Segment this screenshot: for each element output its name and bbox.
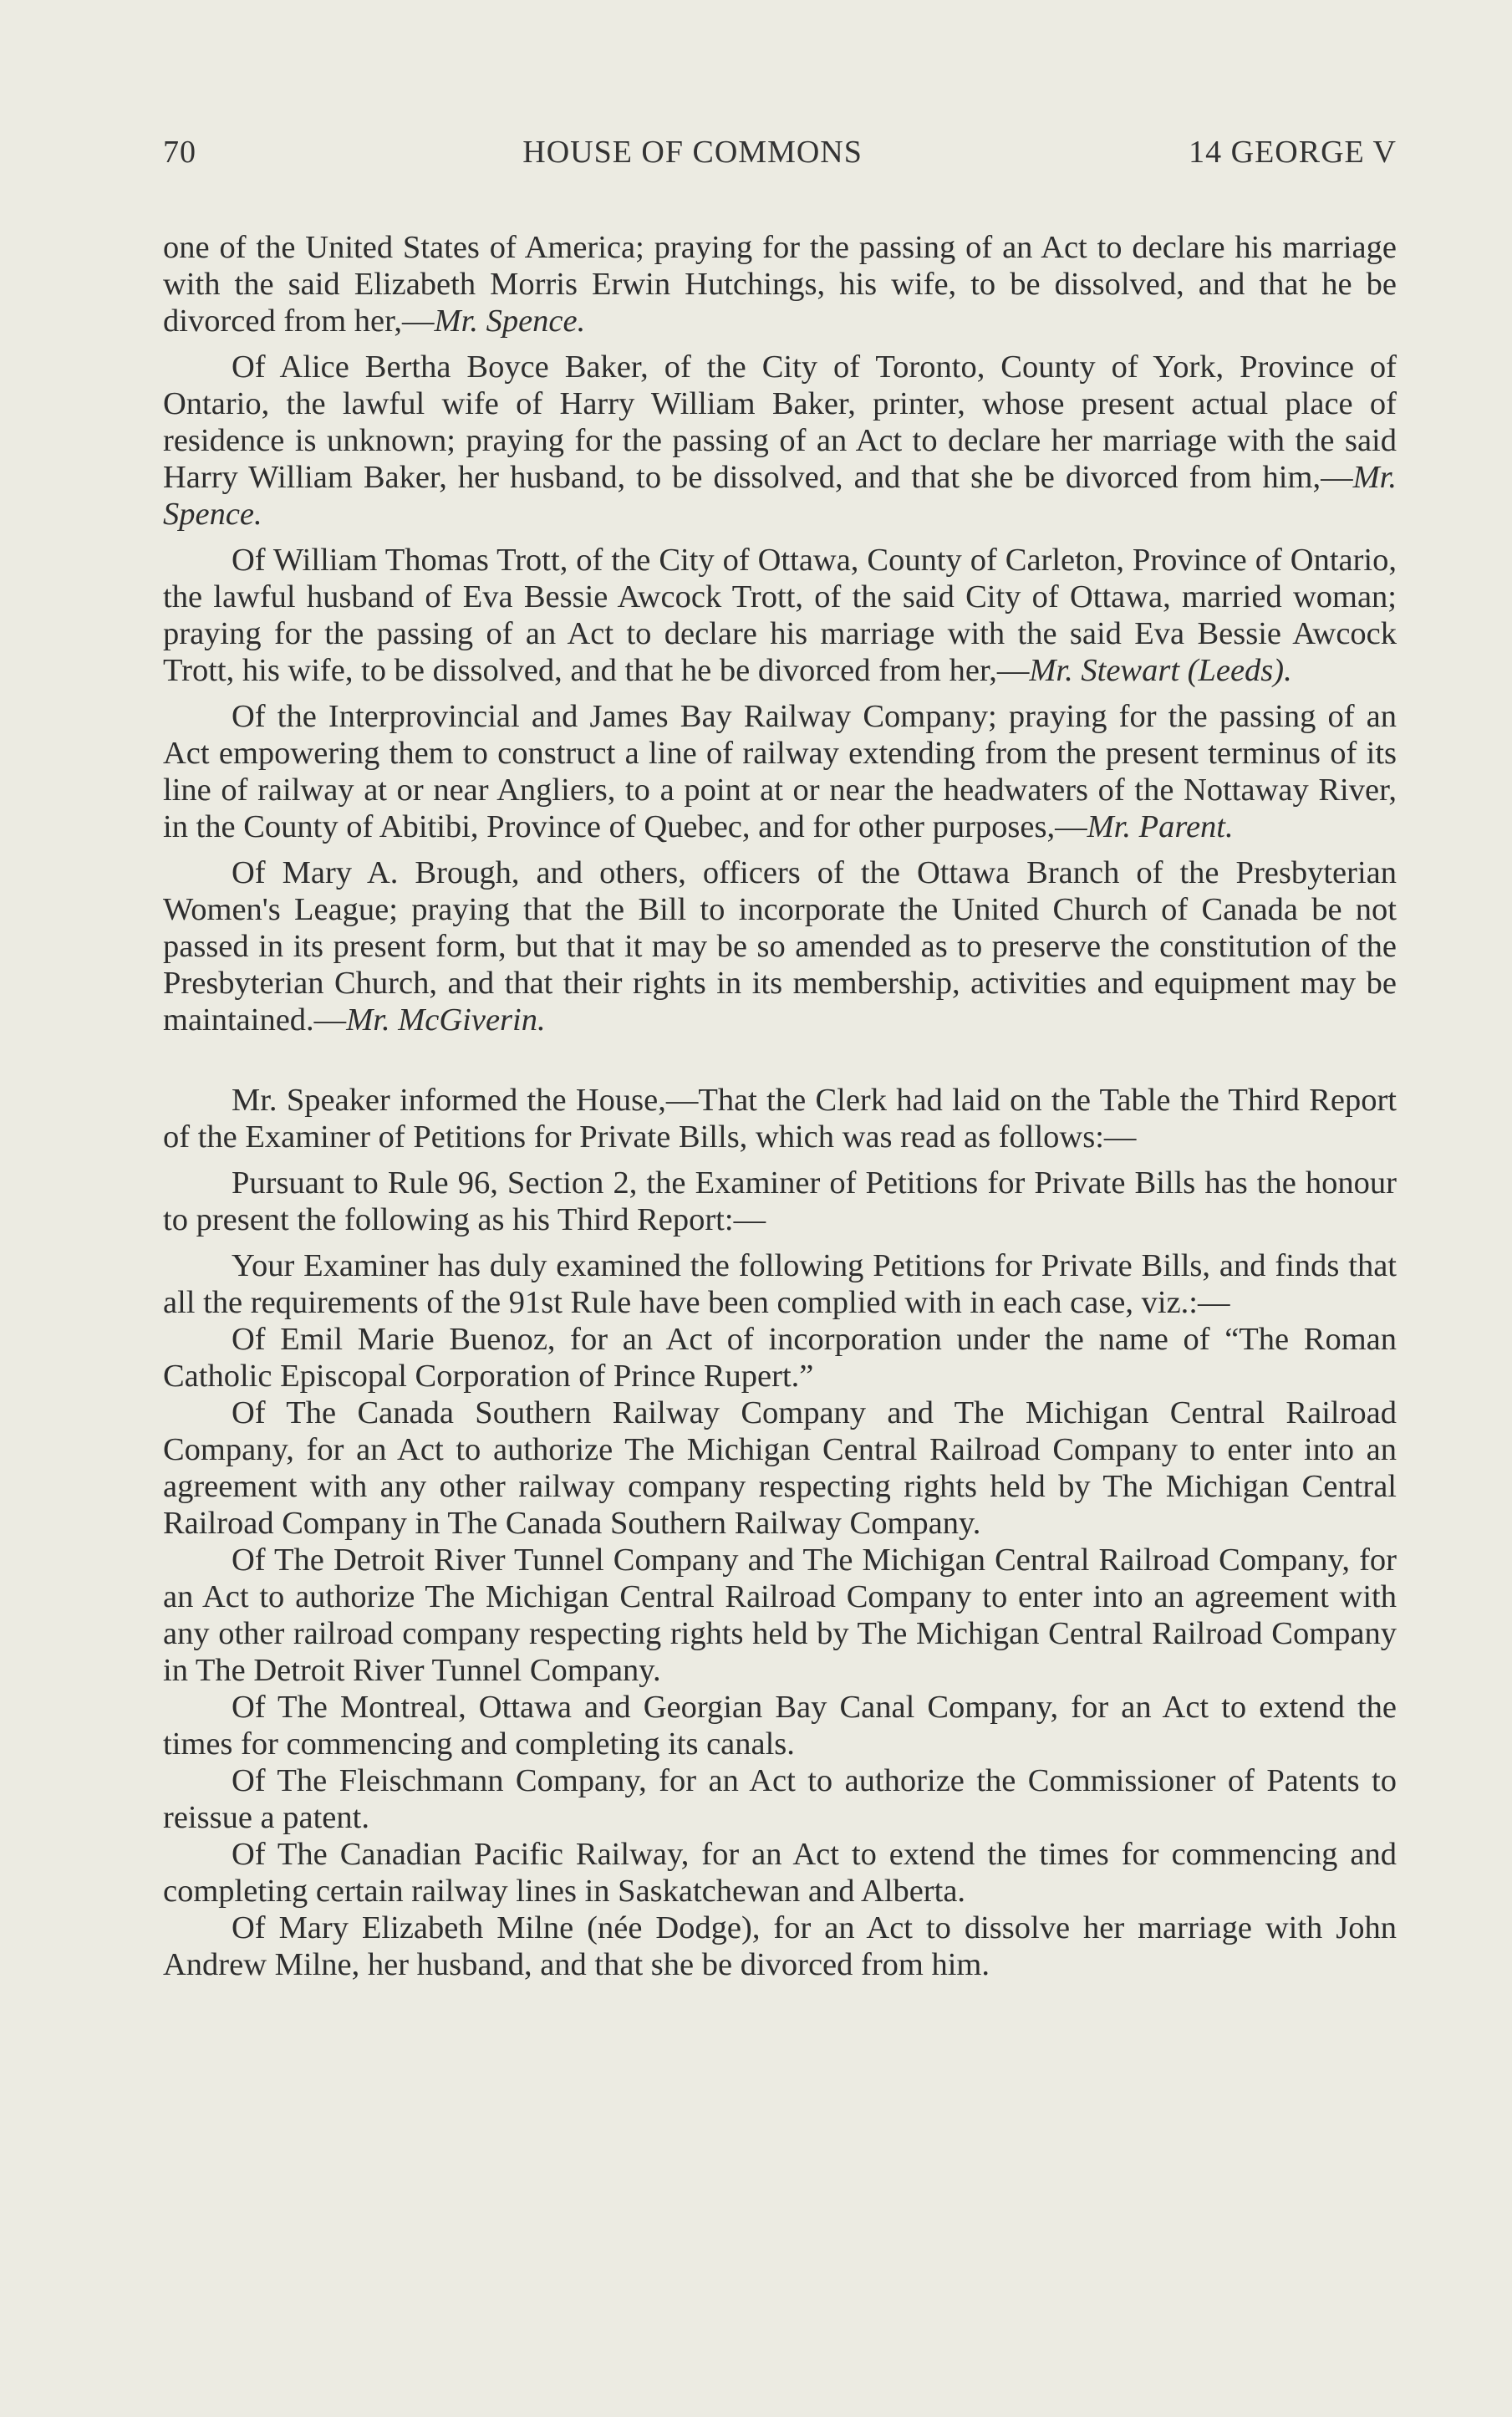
report-intro: Pursuant to Rule 96, Section 2, the Examiner of Petitions for Private Bills has the honour to present the following as his Third Report:— [163,1165,1397,1237]
member-name: Mr. Spence. [163,460,1397,532]
report-item: Of The Canada Southern Railway Company and The Michigan Central Railroad Company, for an Act to authorize The Michigan Central Railroad Company to enter into an agreement with any other railway company respecting rights held by The Michigan Central Railroad Company in The Canada Southern Railway Company. [163,1395,1397,1541]
petition-paragraph: Of Mary A. Brough, and others, officers of the Ottawa Branch of the Presbyterian Women's League; praying that the Bill to incorporate the United Church of Canada be not passed in its present form, but that it may be so amended as to preserve the constitution of the Presbyterian Church, and that their rights in its membership, activities and equipment may be maintained.—Mr. McGiverin. [163,855,1397,1038]
report-item: Of Mary Elizabeth Milne (née Dodge), for an Act to dissolve her marriage with John Andrew Milne, her husband, and that she be divorced from him. [163,1910,1397,1982]
member-name: Mr. Stewart (Leeds). [1029,653,1292,688]
member-name: Mr. Spence. [434,303,586,339]
petition-paragraph: Of William Thomas Trott, of the City of Ottawa, County of Carleton, Province of Ontario, the lawful husband of Eva Bessie Awcock Trott, of the said City of Ottawa, married woman; praying for the passing of an Act to declare his marriage with the said Eva Bessie Awcock Trott, his wife, to be dissolved, and that he be divorced from her,—Mr. Stewart (Leeds). [163,543,1397,688]
report-item: Of The Montreal, Ottawa and Georgian Bay Canal Company, for an Act to extend the times for commencing and completing its canals. [163,1690,1397,1762]
report-item: Of The Fleischmann Company, for an Act to authorize the Commissioner of Patents to reissue a patent. [163,1763,1397,1835]
regnal-year: 14 GEORGE V [1189,135,1397,170]
body-text [163,229,1397,1983]
running-header [163,134,1397,171]
report-statement: Your Examiner has duly examined the following Petitions for Private Bills, and finds that all the requirements of the 91st Rule have been complied with in each case, viz.:— [163,1248,1397,1320]
petition-paragraph: Of the Interprovincial and James Bay Railway Company; praying for the passing of an Act empowering them to construct a line of railway extending from the present terminus of its line of railway at or near Angliers, to a point at or near the headwaters of the Nottaway River, in the County of Abitibi, Province of Quebec, and for other purposes,—Mr. Parent. [163,699,1397,844]
member-name: Mr. Parent. [1087,809,1234,844]
report-item: Of Emil Marie Buenoz, for an Act of incorporation under the name of “The Roman Catholic Episcopal Corporation of Prince Rupert.” [163,1322,1397,1394]
petition-paragraph: Of Alice Bertha Boyce Baker, of the City of Toronto, County of York, Province of Ontario, the lawful wife of Harry William Baker, printer, whose present actual place of residence is unknown; praying for the passing of an Act to declare her marriage with the said Harry William Baker, her husband, to be dissolved, and that she be divorced from him,—Mr. Spence. [163,349,1397,532]
page-number: 70 [163,135,196,170]
journal-title: HOUSE OF COMMONS [522,135,863,170]
report-item: Of The Canadian Pacific Railway, for an Act to extend the times for commencing and completing certain railway lines in Saskatchewan and Alberta. [163,1837,1397,1909]
speaker-announcement: Mr. Speaker informed the House,—That the Clerk had laid on the Table the Third Report of the Examiner of Petitions for Private Bills, which was read as follows:— [163,1083,1397,1155]
report-item: Of The Detroit River Tunnel Company and The Michigan Central Railroad Company, for an Act to authorize The Michigan Central Railroad Company to enter into an agreement with any other railroad company respecting rights held by The Michigan Central Railroad Company in The Detroit River Tunnel Company. [163,1542,1397,1688]
petition-paragraph: one of the United States of America; praying for the passing of an Act to declare his marriage with the said Elizabeth Morris Erwin Hutchings, his wife, to be dissolved, and that he be divorced from her,—Mr. Spence. [163,230,1397,339]
member-name: Mr. McGiverin. [346,1002,546,1038]
